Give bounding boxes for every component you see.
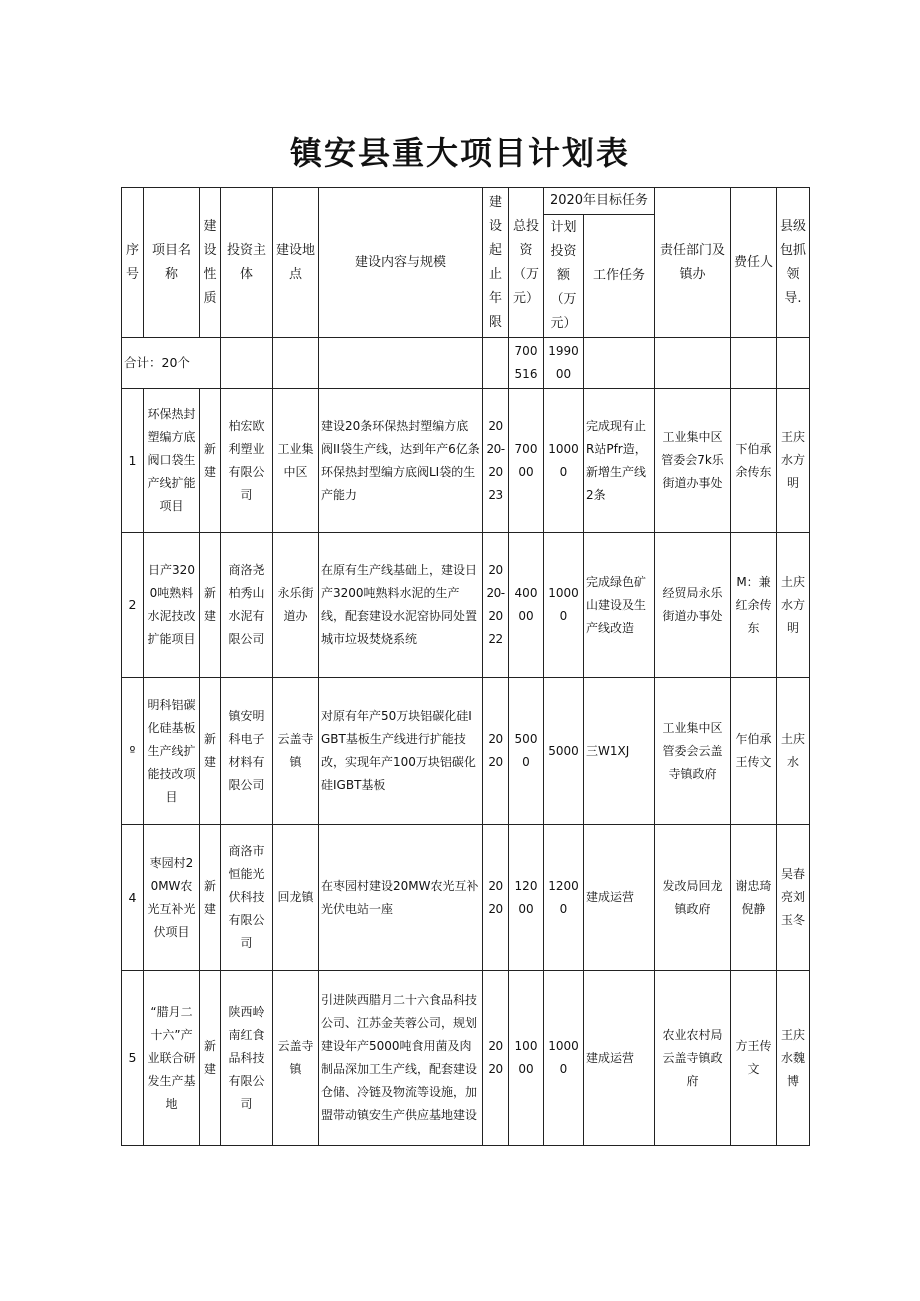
row-leader: 王庆水方明 (777, 389, 810, 533)
row-name: 明科铝碳化硅基板生产线扩能技改项目 (144, 678, 200, 825)
row-seq: 1 (122, 389, 144, 533)
header-seq: 序号 (122, 188, 144, 338)
header-row (122, 188, 810, 215)
row-investor: 商洛尧柏秀山水泥有限公司 (221, 533, 273, 678)
row-planned: 5000 (544, 678, 584, 825)
header-task: 工作任务 (584, 215, 655, 338)
row-planned: 10000 (544, 971, 584, 1146)
row-total: 70000 (509, 389, 544, 533)
row-task: 完成绿色矿山建设及生产线改造 (584, 533, 655, 678)
row-nature: 新建 (200, 389, 221, 533)
row-total: 10000 (509, 971, 544, 1146)
total-investment: 700516 (509, 338, 544, 389)
row-investor: 镇安明科电子材料有限公司 (221, 678, 273, 825)
row-responsible: 方王传文 (731, 971, 777, 1146)
row-period: 2020-2022 (483, 533, 509, 678)
header-planned: 计划投资额（万元） (544, 215, 584, 338)
row-seq: 4 (122, 825, 144, 971)
project-table (121, 187, 810, 1146)
row-content: 在枣园村建设20MW农光互补光伏电站一座 (319, 825, 483, 971)
row-content: 引进陕西腊月二十六食品科技公司、江苏金芙蓉公司，规划建设年产5000吨食用菌及肉制品深加工生产线，配套建设仓储、冷链及物流等设施，加盟带动镇安生产供应基地建设 (319, 971, 483, 1146)
total-planned: 199000 (544, 338, 584, 389)
table-row (122, 825, 810, 971)
table-row (122, 533, 810, 678)
row-seq: 2 (122, 533, 144, 678)
row-total: 5000 (509, 678, 544, 825)
table-row (122, 389, 810, 533)
header-content: 建设内容与规模 (319, 188, 483, 338)
row-investor: 陕西岭南红食品科技有限公司 (221, 971, 273, 1146)
row-period: 2020 (483, 971, 509, 1146)
row-task: 三W1XJ (584, 678, 655, 825)
row-content: 对原有年产50万块铝碳化硅IGBT基板生产线进行扩能技改，实现年产100万块铝碳化硅IGBT基板 (319, 678, 483, 825)
header-target-group: 2020年目标任务 (544, 188, 655, 215)
row-nature: 新建 (200, 971, 221, 1146)
row-period: 2020 (483, 678, 509, 825)
row-responsible: M：兼红余传东 (731, 533, 777, 678)
row-location: 工业集中区 (273, 389, 319, 533)
row-responsible: 下伯承余传东 (731, 389, 777, 533)
page-title: 镇安县重大项目计划表 (289, 134, 630, 172)
row-leader: 土庆水方明 (777, 533, 810, 678)
row-nature: 新建 (200, 678, 221, 825)
row-planned: 12000 (544, 825, 584, 971)
row-investor: 柏宏欧利塑业有限公司 (221, 389, 273, 533)
table-row (122, 971, 810, 1146)
header-leader: 县级包抓领导. (777, 188, 810, 338)
row-leader: 王庆水魏博 (777, 971, 810, 1146)
row-dept: 农业农村局云盖寺镇政府 (655, 971, 731, 1146)
row-planned: 10000 (544, 389, 584, 533)
row-period: 2020-2023 (483, 389, 509, 533)
row-location: 回龙镇 (273, 825, 319, 971)
row-total: 40000 (509, 533, 544, 678)
row-dept: 工业集中区管委会7k乐街道办事处 (655, 389, 731, 533)
row-location: 永乐街道办 (273, 533, 319, 678)
row-leader: 土庆水 (777, 678, 810, 825)
header-dept: 责任部门及镇办 (655, 188, 731, 338)
header-nature: 建设性质 (200, 188, 221, 338)
header-location: 建设地点 (273, 188, 319, 338)
row-dept: 经贸局永乐街道办事处 (655, 533, 731, 678)
row-dept: 工业集中区管委会云盖寺镇政府 (655, 678, 731, 825)
row-name: 环保热封塑编方底阀口袋生产线扩能项目 (144, 389, 200, 533)
row-period: 2020 (483, 825, 509, 971)
row-location: 云盖寺镇 (273, 678, 319, 825)
header-period: 建设起止年限 (483, 188, 509, 338)
row-leader: 吴春亮刘玉冬 (777, 825, 810, 971)
header-total: 总投资（万元） (509, 188, 544, 338)
row-name: 枣园村20MW农光互补光伏项目 (144, 825, 200, 971)
total-label: 合计：20个 (122, 338, 221, 389)
row-responsible: 乍伯承王传文 (731, 678, 777, 825)
row-task: 建成运营 (584, 971, 655, 1146)
row-nature: 新建 (200, 825, 221, 971)
row-name: 日产3200吨熟料水泥技改扩能项目 (144, 533, 200, 678)
row-seq: º (122, 678, 144, 825)
table-row (122, 678, 810, 825)
total-row (122, 338, 810, 389)
row-content: 在原有生产线基础上，建设日产3200吨熟料水泥的生产线，配套建设水泥窑协同处置城市垃圾焚烧系统 (319, 533, 483, 678)
header-name: 项目名称 (144, 188, 200, 338)
row-investor: 商洛市恒能光伏科技有限公司 (221, 825, 273, 971)
row-planned: 10000 (544, 533, 584, 678)
row-nature: 新建 (200, 533, 221, 678)
row-responsible: 谢忠琦倪静 (731, 825, 777, 971)
header-investor: 投资主体 (221, 188, 273, 338)
row-content: 建设20条环保热封塑编方底阀II袋生产线，达到年产6亿条环保热封型编方底阀LI袋的生产能力 (319, 389, 483, 533)
row-seq: 5 (122, 971, 144, 1146)
row-task: 完成现有止R站Pfr造，新增生产线2条 (584, 389, 655, 533)
row-name: “腊月二十六”产业联合研发生产基地 (144, 971, 200, 1146)
row-dept: 发改局回龙镇政府 (655, 825, 731, 971)
header-responsible: 费任人 (731, 188, 777, 338)
row-task: 建成运营 (584, 825, 655, 971)
row-location: 云盖寺镇 (273, 971, 319, 1146)
row-total: 12000 (509, 825, 544, 971)
